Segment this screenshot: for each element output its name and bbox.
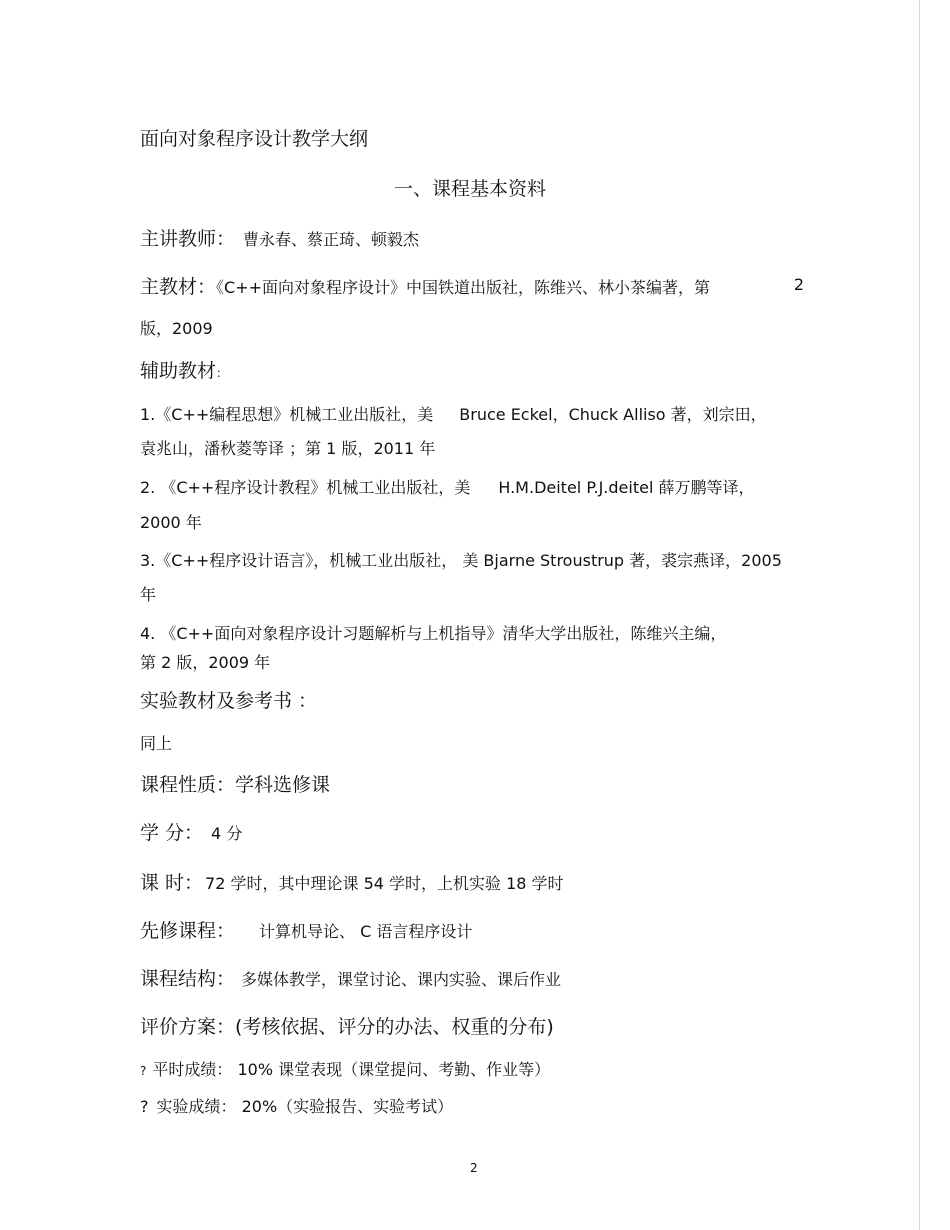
teacher-label: 主讲教师： xyxy=(140,228,236,250)
page-number: 2 xyxy=(470,1161,478,1175)
prereq-label: 先修课程： xyxy=(140,920,236,942)
structure-label: 课程结构： xyxy=(140,968,236,990)
document-title: 面向对象程序设计教学大纲 xyxy=(140,128,369,150)
main-text-line xyxy=(140,272,804,299)
hours-line xyxy=(140,868,564,895)
eval-value: (考核依据、评分的办法、权重的分布) xyxy=(235,1016,554,1038)
teacher-value: 曹永春、蔡正琦、顿毅杰 xyxy=(243,230,420,249)
aux-colon: ： xyxy=(216,366,229,380)
prereq-line xyxy=(140,916,472,943)
aux-heading xyxy=(140,356,228,383)
credit-value: 4 分 xyxy=(211,824,243,843)
aux-item-2-line2: 2000 年 xyxy=(140,513,202,532)
eval-item-2 xyxy=(140,1094,453,1117)
aux-item-3: 3.《C++程序设计语言》，机械工业出版社， 美 Bjarne Stroustrup 著，裘宗燕译，2005 xyxy=(140,551,782,570)
aux-label: 辅助教材 xyxy=(140,360,217,382)
aux-item-1-b: Bruce Eckel，Chuck Alliso 著，刘宗田， xyxy=(459,405,767,424)
eval-item-1 xyxy=(140,1057,550,1080)
course-nature: 课程性质：学科选修课 xyxy=(140,774,331,796)
aux-item-2-b: H.M.Deitel P.J.deitel 薛万鹏等译， xyxy=(498,478,755,497)
aux-item-1-a: 1.《C++编程思想》机械工业出版社，美 xyxy=(140,405,434,424)
section-heading: 一、课程基本资料 xyxy=(393,178,546,200)
teacher-line xyxy=(140,224,419,251)
eval-label: 评价方案： xyxy=(140,1016,236,1038)
eval-item-1-text: 平时成绩： 10% 课堂表现（课堂提问、考勤、作业等） xyxy=(152,1060,551,1079)
structure-line xyxy=(140,964,561,991)
hours-label: 课 时： xyxy=(140,872,204,894)
eval-item-2-text: 实验成绩： 20%（实验报告、实验考试） xyxy=(156,1097,454,1116)
hours-value: 72 学时，其中理论课 54 学时，上机实验 18 学时 xyxy=(205,874,564,893)
lab-label: 实验教材及参考书 ： xyxy=(140,690,318,712)
aux-item-1 xyxy=(140,402,767,425)
aux-item-1-line2: 袁兆山，潘秋菱等译 ；第 1 版，2011 年 xyxy=(140,439,436,458)
credit-line xyxy=(140,818,242,845)
prereq-value: 计算机导论、 C 语言程序设计 xyxy=(259,922,473,941)
eval-item-2-bullet: ? xyxy=(140,1097,149,1116)
main-text-edition: 2 xyxy=(793,275,804,294)
aux-item-3-line2: 年 xyxy=(140,585,157,604)
aux-item-2-a: 2. 《C++程序设计教程》机械工业出版社，美 xyxy=(140,478,471,497)
lab-value: 同上 xyxy=(140,734,173,753)
aux-item-4: 4. 《C++面向对象程序设计习题解析与上机指导》清华大学出版社，陈维兴主编， xyxy=(140,624,727,643)
main-text-line2: 版，2009 xyxy=(140,319,213,338)
credit-label: 学 分： xyxy=(140,822,204,844)
eval-item-1-bullet: ? xyxy=(140,1064,147,1078)
aux-item-4-line2: 第 2 版，2009 年 xyxy=(140,653,271,672)
main-text-value: 《C++面向对象程序设计》中国铁道出版社，陈维兴、林小茶编著，第 xyxy=(216,278,711,297)
structure-value: 多媒体教学，课堂讨论、课内实验、课后作业 xyxy=(241,970,562,989)
eval-line xyxy=(140,1012,554,1039)
main-text-label: 主教材： xyxy=(140,276,217,298)
aux-item-2 xyxy=(140,475,754,498)
